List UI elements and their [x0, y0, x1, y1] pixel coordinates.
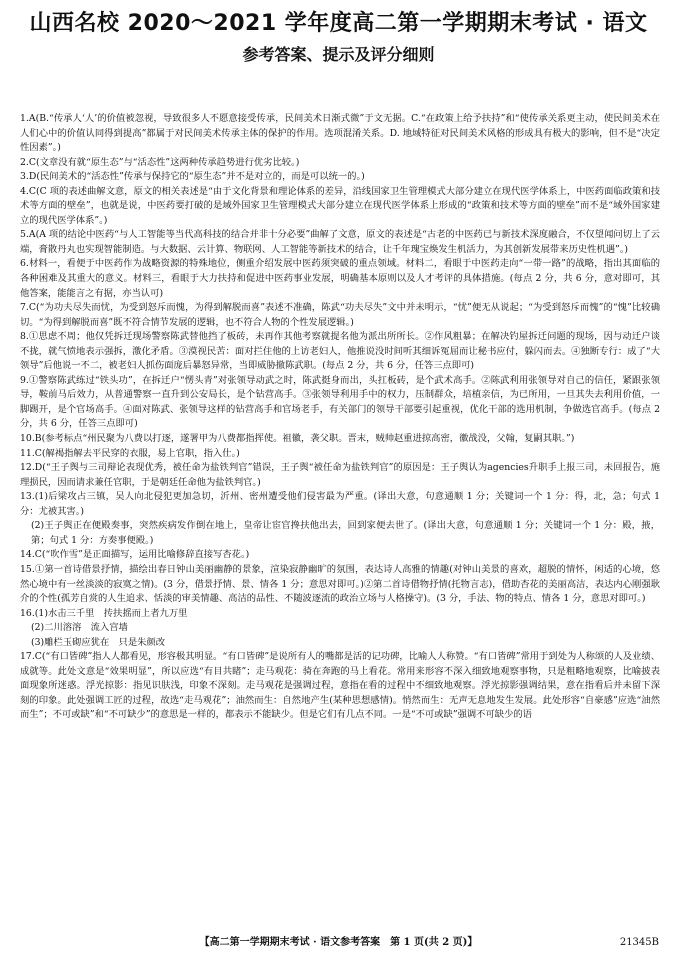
answer-text: C(“吹作雪”是正面描写，运用比喻修辞直接写杏花。): [34, 549, 250, 561]
answer-text: C(文章没有就“原生态”与“活态性”这两种传承趋势进行优劣比较。): [28, 156, 300, 168]
answer-number: 2.: [20, 156, 29, 168]
answer-subitem: (3)雕栏玉砌应犹在 只是朱颜改: [31, 636, 166, 648]
answer-number: 10.: [20, 433, 35, 445]
answer-subitem: (2)王子舆正在便殿奏事，突然疾病发作倒在地上，皇帝让宦官搀扶他出去，回到家便去世了。(译出大意，句意通顺 1 分；关键词一个 1 分：殿，掖，第；句式 1 分：方奏事便殿。): [31, 520, 660, 546]
answer-number: 17.: [20, 651, 35, 663]
answer-item: [20, 563, 660, 607]
page-footer: [0, 933, 677, 953]
answer-number: 13.: [20, 491, 35, 503]
answer-text: C(C 项的表述曲解文意，原文的相关表述是“由于文化背景和理论体系的差异，沿线国家卫生管理模式大部分建立在现代医学体系上，中医药面临政策和技术等方面的壁垒”，也就是说，中医药要打破的是域外国家卫生管理模式大部分建立在现代医学体系上形成的“政策和技术等方面的壁垒”而不是“域外国家建立的现代医学体系”。): [20, 185, 660, 226]
answer-item: [20, 607, 660, 622]
answer-text: D(民间美术的“活态性”传承与保持它的“原生态”并不是对立的，而是可以统一的。): [28, 171, 365, 183]
answer-text: C(解褐指解去平民穿的衣服，易上官职，指入仕。): [34, 447, 240, 459]
answer-number: 11.: [20, 447, 35, 459]
answer-text: A(B.“传承人‘人’的价值被忽视，导致很多人不愿意接受传承，民间美术日渐式微”于文无据。C.“在政策上给予扶持”和“使传承关系更主动，使民间美术在人们心中的价值认同得到提高”都属于对民间美术传承主体的保护的作用。选项混淆关系。D. 地域特征对民间美术风格的形成具有极大的影响，但不是“决定性因素”。): [20, 113, 660, 154]
answer-number: 7.: [20, 302, 29, 314]
answer-item: [20, 112, 660, 156]
answer-item: [20, 461, 660, 490]
answer-number: 5.: [20, 229, 29, 241]
answer-item: [20, 257, 660, 301]
answer-item: [20, 156, 660, 171]
answer-number: 1.: [20, 113, 29, 124]
answer-item: [20, 374, 660, 432]
page-subtitle: 参考答案、提示及评分细则: [242, 45, 435, 64]
answer-text: (1)后梁攻占三镇，吴人向北侵犯更加急切，沂州、密州遭受他们侵害最为严重。(译出大意，句意通顺 1 分；关键词一个 1 分：得，北，急；句式 1 分：尤被其害。): [20, 491, 660, 517]
answer-number: 16.: [20, 607, 35, 619]
answer-text: B(参考标点“州民聚为八费以打逐，遂署甲为八费都指挥使。祖徽，袭父职。晋末，贼帅赵重进掠高密，徽战没，父翰，复嗣其职。”): [34, 433, 575, 445]
answer-number: 9.: [20, 374, 29, 386]
answer-item: [20, 548, 660, 563]
answer-number: 3.: [20, 171, 29, 183]
answer-number: 12.: [20, 462, 35, 474]
footer-page-info: 【高二第一学期期末考试 · 语文参考答案 第 1 页(共 2 页)】: [199, 937, 478, 948]
answer-item: [20, 650, 660, 723]
answer-item: [20, 490, 660, 519]
answer-text: C(“有口皆碑”指人人都看见，形容极其明显。“有口皆碑”是说所有人的嘴都是活的记功碑，比喻人人称赞。“有口皆碑”常用于到处为人称颂的人及业绩、成就等。此处文意是“效果明显”，所以应选“有目共睹”；走马观花：骑在奔跑的马上看花。常用来形容不深入细致地观察事物，只是粗略地观察，比喻披表面现象所迷惑。浮光掠影：指见识肤浅，印象不深刻。走马观花是强调过程，意指在看的过程中不细致地观察。浮光掠影强调结果，意在指看后并未留下深刻的印象。此处强调工匠的过程，故选“走马观花”；油然而生：自然地产生(某种思想感情)。悄然而生：无声无息地发生发展。此处形容“自豪感”应选“油然而生”；不可或缺”和“不可缺少”的意思是一样的，都表示不能缺少。但是它们有几点不同。一是“不可或缺”强调不可缺少的语: [20, 651, 660, 721]
answer-number: 6.: [20, 258, 29, 270]
answer-text: 材料一，看便于中医药作为战略资源的特殊地位，侧重介绍发展中医药须突破的重点领域。材料二，看眼于中医药走向“一带一路”的战略，指出其面临的各种困难及其重大的意义。材料三，看眼于大力扶持和促进中医药事业发展，明确基本原则以及人才考评的具体措施。(每点 2 分，共 6 分，意对即可，其他答案，能能言之有据，亦当认可): [20, 258, 660, 299]
answer-item: [20, 330, 660, 374]
footer-doc-code: 21345B: [619, 937, 659, 948]
answer-number: 15.: [20, 563, 35, 575]
answer-text: A(A 项的结论中医药“与人工智能等当代高科技的结合并非十分必要”曲解了文意，原文的表述是“古老的中医药已与新技术深度融合，不仅望闻问切上了云端，膏散丹丸也实现智能制造。与大数据、云计算、物联网、人工智能等新技术的结合，让千年瑰宝焕发生机活力，为其创新发展带来历史性机遇”。): [20, 229, 660, 255]
answer-number: 14.: [20, 549, 35, 561]
answer-item: [20, 447, 660, 462]
answer-text: C(“为功夫尽失而忧，为受到怒斥而愧，为得到解脱而喜”表述不准确，陈武“功夫尽失”文中并未明示，“忧”便无从说起；“为受到怒斥而愧”的“愧”比较确切。“为得到解脱而喜”既不符合情节发展的逻辑，也不符合人物的个性发展逻辑。): [20, 302, 660, 328]
answer-text: ①第一首诗借景抒情，描绘出春日钟山美丽幽静的景象，渲染寂静幽旷的氛围，表达诗人高雅的情趣(对钟山美景的喜欢，超脱的情怀，闲适的心境，悠然心境中有一丝淡淡的寂寞之情)。(3 分，借景抒情、景、情各 1 分；意思对即可。)②第二首诗借物抒情(托物言志)，借助杏花的美丽高洁，表达内心刚强耿介的个性(孤芳自赏的人生追求、恬淡的审美情趣、高洁的品性、不随波逐流的政治立场与人格操守)。(3 分，手法、物的特点、情各 1 分，意思对即可。): [20, 563, 660, 605]
answer-text: ①警察陈武练过“铁头功”，在拆迁户“愣头青”对张领导动武之时，陈武挺身而出，头扛板砖，是个武术高手。②陈武利用张领导对自己的信任，紧跟张领导，鞍前马后效力，从普通警察一直升到公安局长，是个钻营高手。③张领导利用手中的权力，压制群众，培植亲信，为已所用，一旦其失去利用价值，一脚踢开，是个官场高手。④面对陈武、张领导这样的钻营高手和官场老手，有关部门的领导干部要引起重视，优化干部的选用机制，争做选官高手。(每点 2 分，共 6 分，任答三点即可): [20, 374, 660, 430]
answer-item: [20, 301, 660, 330]
answer-item: [20, 432, 660, 447]
answer-item: [20, 185, 660, 229]
answer-number: 4.: [20, 185, 29, 197]
answer-item: [20, 170, 660, 185]
page-title: 山西名校 2020～2021 学年度高二第一学期期末考试 · 语文: [29, 11, 648, 36]
answer-text: (1)水击三千里 抟扶摇而上者九万里: [34, 607, 188, 619]
answer-subitem: (2)二川溶溶 流入宫墙: [31, 622, 128, 634]
answer-number: 8.: [20, 331, 29, 343]
answer-text: D(“王子舆与三司辩论表现优秀，被任命为盐铁判官”错误，王子舆“被任命为盐铁判官”的原因是：王子舆认为agencies升职手上报三司，未回报告，施理损民，因而请求兼任官职，于是朝廷任命他为盐铁判官。): [20, 462, 660, 488]
answer-list: [20, 112, 660, 920]
answer-text: ①思虑不周；他仅凭拆迁现场警察陈武替他挡了板砖，未再作其他考察就提名他为派出所所长。②作风粗暴；在解决钓屋拆迁问题的现场，因与动迁户谈不拢，就气愤地表示强拆，激化矛盾。③漠视民苦：面对拦住他的上访老妇人，他推说没时间听其细诉冤屈而让秘书应付，躲闪而去。④独断专行：成了“大领导”后他说一不二，被老妇人抓伤面庞后暴怒异常，当即威胁撤陈武职。(每点 2 分，共 6 分，任答三点即可): [20, 331, 660, 372]
answer-item: [20, 228, 660, 257]
